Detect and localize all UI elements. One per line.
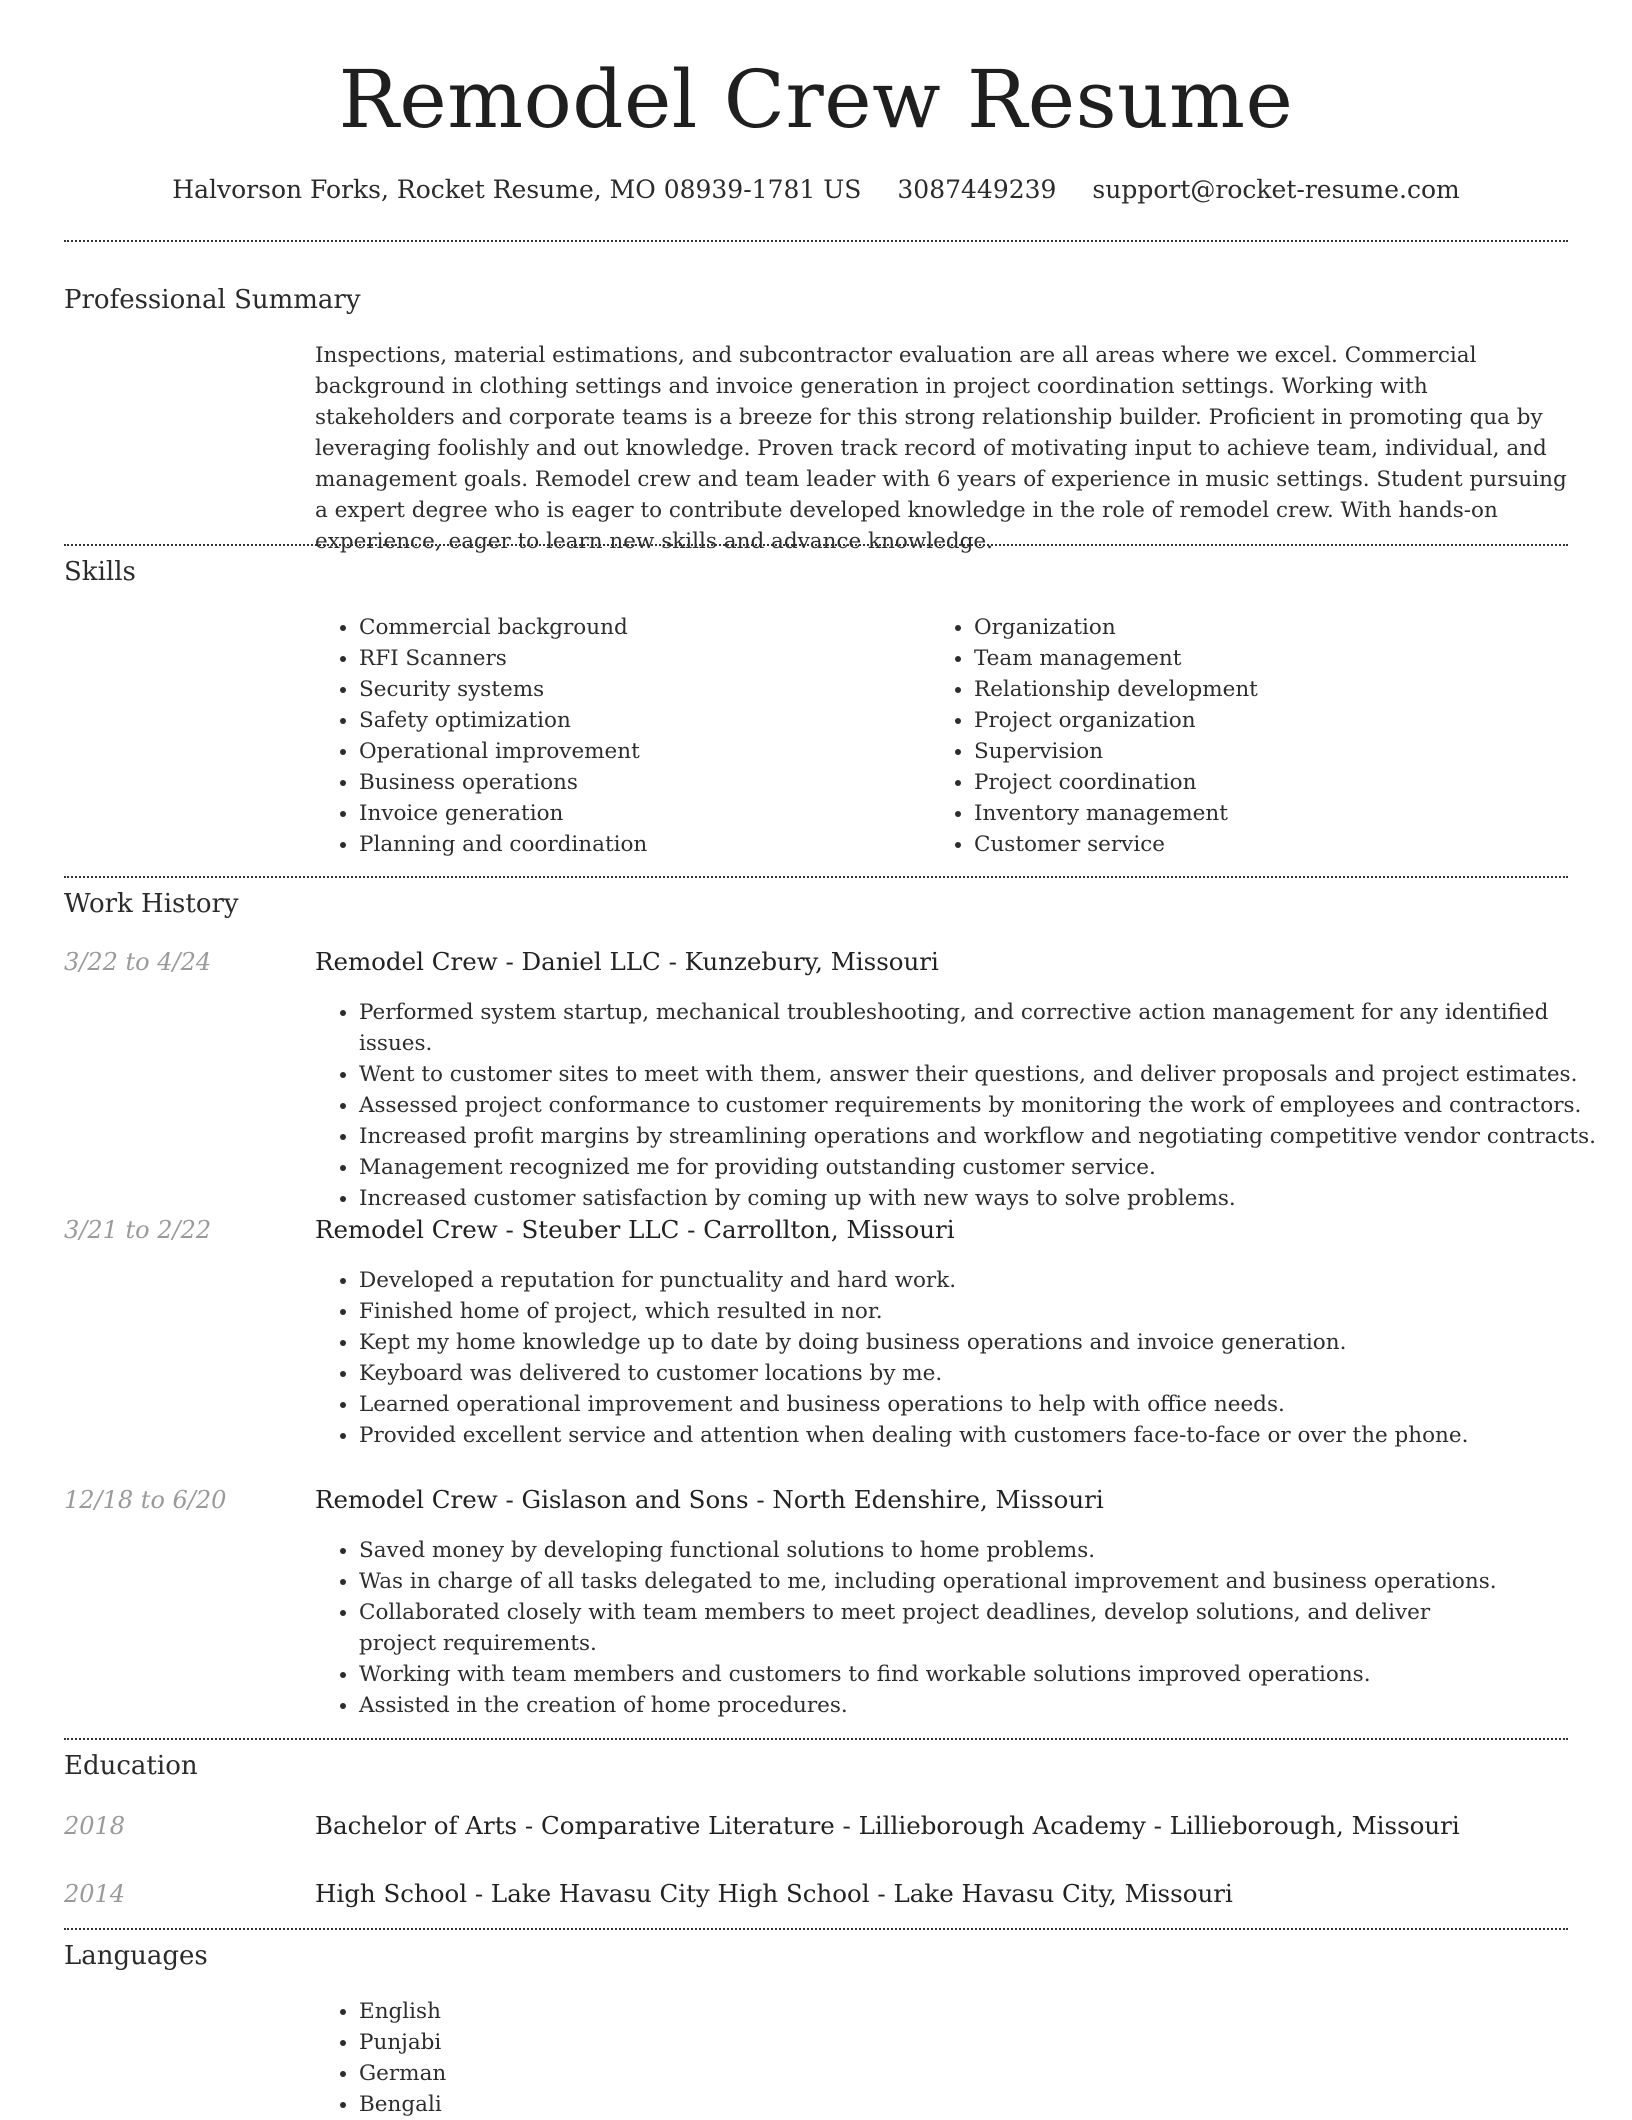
skill-item: • Project coordination [974, 767, 1574, 798]
languages-list [315, 1996, 959, 2120]
skill-item: • Commercial background [359, 612, 919, 643]
skill-item: • Security systems [359, 674, 919, 705]
divider [64, 1928, 1568, 1930]
job-bullet: • Working with team members and customers to find workable solutions improved operations. [359, 1659, 1499, 1690]
job-bullet: • Keyboard was delivered to customer locations by me. [359, 1358, 1614, 1389]
job-bullet: • Went to customer sites to meet with them, answer their questions, and deliver proposals and project estimates. [359, 1059, 1614, 1090]
job-dates: 3/22 to 4/24 [64, 948, 212, 976]
skills-list-right [930, 612, 1574, 860]
section-title-languages: Languages [64, 1941, 208, 1971]
education-year: 2018 [64, 1812, 126, 1840]
section-title-summary: Professional Summary [64, 285, 361, 315]
skill-item: • Operational improvement [359, 736, 919, 767]
summary-text: Inspections, material estimations, and subcontractor evaluation are all areas where we excel. Commercial background in clothing settings and invoice generation in project coordination settings. Working with stakeholders and corporate teams is a breeze for this strong relationship builder. Proficient in promoting qua by leveraging foolishly and out knowledge. Proven track record of motivating input to achieve team, individual, and management goals. Remodel crew and team leader with 6 years of experience in music settings. Student pursuing a expert degree who is eager to contribute developed knowledge in the role of remodel crew. With hands-on experience, eager to learn new skills and advance knowledge. [315, 343, 1567, 554]
education-year: 2014 [64, 1880, 126, 1908]
job-title: Remodel Crew - Steuber LLC - Carrollton, Missouri [315, 1215, 955, 1244]
skill-item: • Supervision [974, 736, 1574, 767]
skill-item: • RFI Scanners [359, 643, 919, 674]
job-bullet: • Developed a reputation for punctuality and hard work. [359, 1265, 1614, 1296]
divider [64, 876, 1568, 878]
skill-item: • Team management [974, 643, 1574, 674]
job-dates: 12/18 to 6/20 [64, 1486, 227, 1514]
section-title-education: Education [64, 1751, 198, 1781]
section-title-skills: Skills [64, 557, 136, 587]
contact-phone: 3087449239 [897, 175, 1057, 204]
skill-item: • Customer service [974, 829, 1574, 860]
job-bullets [315, 997, 1614, 1214]
language-item: • Bengali [359, 2089, 959, 2120]
contact-email[interactable]: support@rocket-resume.com [1092, 175, 1460, 204]
skill-item: • Inventory management [974, 798, 1574, 829]
job-bullet: • Kept my home knowledge up to date by doing business operations and invoice generation. [359, 1327, 1614, 1358]
skill-item: • Business operations [359, 767, 919, 798]
job-title: Remodel Crew - Gislason and Sons - North Edenshire, Missouri [315, 1485, 1104, 1514]
job-bullet: • Learned operational improvement and business operations to help with office needs. [359, 1389, 1614, 1420]
job-bullet: • Performed system startup, mechanical troubleshooting, and corrective action management for any identified issues. [359, 997, 1614, 1059]
job-bullet: • Increased profit margins by streamlining operations and workflow and negotiating competitive vendor contracts. [359, 1121, 1614, 1152]
job-bullets [315, 1265, 1614, 1451]
skill-item: • Project organization [974, 705, 1574, 736]
resume-title: Remodel Crew Resume [338, 53, 1294, 146]
divider [64, 1738, 1568, 1740]
language-item: • German [359, 2058, 959, 2089]
skill-item: • Safety optimization [359, 705, 919, 736]
skill-item: • Invoice generation [359, 798, 919, 829]
job-bullet: • Assisted in the creation of home procedures. [359, 1690, 1499, 1721]
job-bullet: • Collaborated closely with team members to meet project deadlines, develop solutions, and deliver project requirements. [359, 1597, 1499, 1659]
job-bullet: • Assessed project conformance to customer requirements by monitoring the work of employees and contractors. [359, 1090, 1614, 1121]
divider [64, 240, 1568, 242]
skill-item: • Planning and coordination [359, 829, 919, 860]
language-item: • Punjabi [359, 2027, 959, 2058]
job-bullets [315, 1535, 1499, 1721]
skill-item: • Relationship development [974, 674, 1574, 705]
skill-item: • Organization [974, 612, 1574, 643]
education-entry: High School - Lake Havasu City High School - Lake Havasu City, Missouri [315, 1879, 1233, 1908]
job-bullet: • Saved money by developing functional solutions to home problems. [359, 1535, 1499, 1566]
job-bullet: • Provided excellent service and attention when dealing with customers face-to-face or over the phone. [359, 1420, 1614, 1451]
contact-address: Halvorson Forks, Rocket Resume, MO 08939-1781 US [172, 175, 862, 204]
job-title: Remodel Crew - Daniel LLC - Kunzebury, Missouri [315, 947, 939, 976]
job-bullet: • Management recognized me for providing outstanding customer service. [359, 1152, 1614, 1183]
job-bullet: • Increased customer satisfaction by coming up with new ways to solve problems. [359, 1183, 1614, 1214]
job-bullet: • Finished home of project, which resulted in nor. [359, 1296, 1614, 1327]
job-dates: 3/21 to 2/22 [64, 1216, 212, 1244]
divider [64, 544, 1568, 546]
contact-line [0, 170, 1632, 210]
section-title-work: Work History [64, 889, 239, 919]
language-item: • English [359, 1996, 959, 2027]
job-bullet: • Was in charge of all tasks delegated to me, including operational improvement and business operations. [359, 1566, 1499, 1597]
skills-list-left [315, 612, 919, 860]
education-entry: Bachelor of Arts - Comparative Literature - Lillieborough Academy - Lillieborough, Missouri [315, 1811, 1460, 1840]
